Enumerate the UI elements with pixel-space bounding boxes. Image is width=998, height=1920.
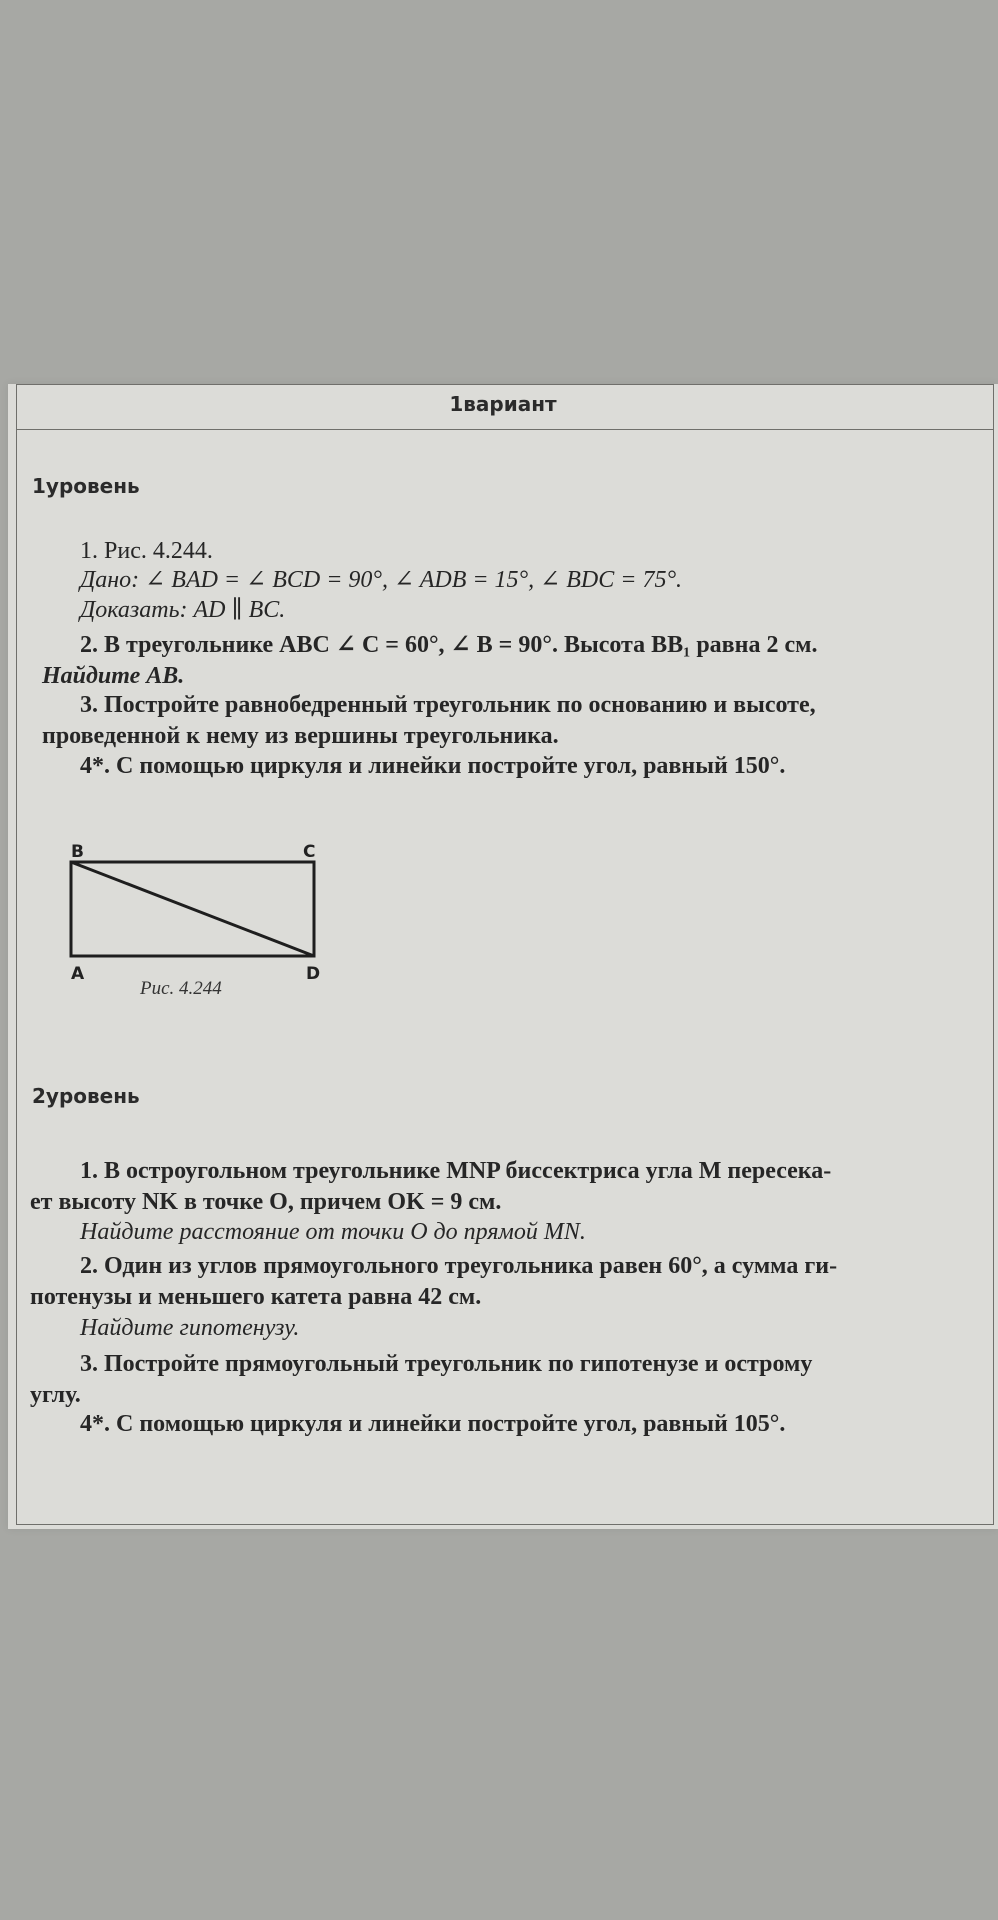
level2-title: 2уровень [32, 1084, 140, 1108]
level1-line-7: проведенной к нему из вершины треугольника. [42, 723, 559, 749]
header-divider [16, 429, 994, 430]
level2-line-8: углу. [30, 1382, 81, 1408]
level1-line-3: Доказать: AD ∥ BC. [80, 597, 286, 623]
level2-line-6: Найдите гипотенузу. [80, 1315, 300, 1341]
variant-title: 1вариант [449, 392, 557, 416]
worksheet [8, 384, 998, 1529]
vertex-label-d: D [306, 964, 321, 984]
level1-line-1: 1. Рис. 4.244. [80, 538, 213, 564]
vertex-label-b: B [71, 842, 84, 862]
level1-line-2: Дано: ∠ BAD = ∠ BCD = 90°, ∠ ADB = 15°, ∠ BDC = 75°. [80, 567, 683, 593]
diagonal-bd [71, 862, 314, 956]
level1-line-6: 3. Постройте равнобедренный треугольник по основанию и высоте, [80, 692, 816, 718]
level2-line-5: потенузы и меньшего катета равна 42 см. [30, 1284, 482, 1310]
level2-line-9: 4*. С помощью циркуля и линейки постройте угол, равный 105°. [80, 1411, 786, 1437]
level1-line-5: Найдите AB. [42, 663, 185, 689]
level1-title: 1уровень [32, 474, 140, 498]
vertex-label-a: A [71, 964, 85, 984]
level2-line-1: 1. В остроугольном треугольнике MNP биссектриса угла M пересека- [80, 1158, 832, 1184]
level2-line-7: 3. Постройте прямоугольный треугольник по гипотенузе и острому [80, 1351, 813, 1377]
level2-line-4: 2. Один из углов прямоугольного треугольника равен 60°, а сумма ги- [80, 1253, 838, 1279]
level1-line-4: 2. В треугольнике ABC ∠ C = 60°, ∠ B = 90°. Высота BB₁ равна 2 см. [80, 632, 818, 658]
level2-line-2: ет высоту NK в точке O, причем OK = 9 см. [30, 1189, 502, 1215]
figure-caption: Рис. 4.244 [140, 978, 222, 999]
level1-line-8: 4*. С помощью циркуля и линейки постройте угол, равный 150°. [80, 753, 786, 779]
vertex-label-c: C [303, 842, 316, 862]
level2-line-3: Найдите расстояние от точки O до прямой MN. [80, 1219, 586, 1245]
